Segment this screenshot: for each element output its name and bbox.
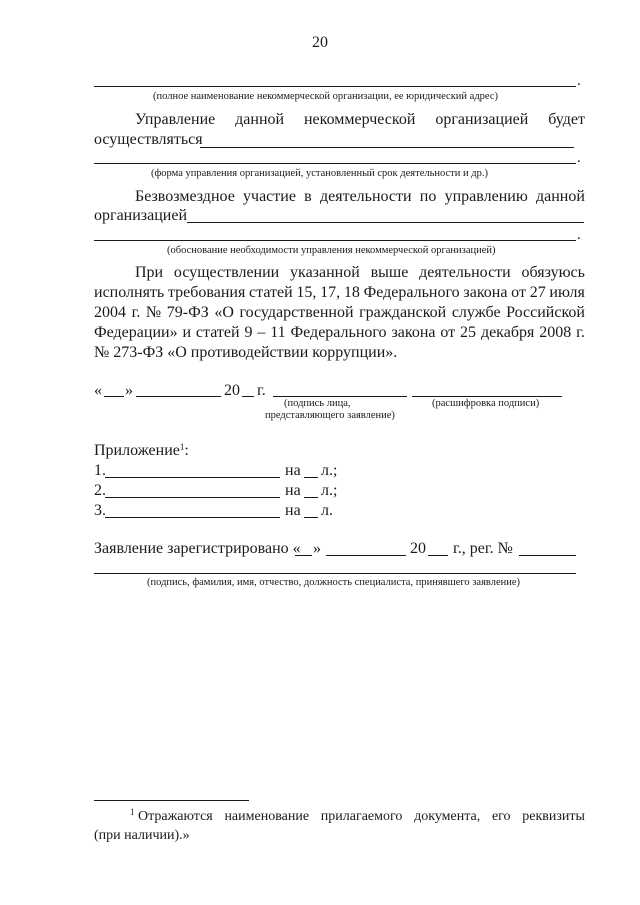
date-month-line (136, 396, 221, 397)
footnote-line1 (130, 808, 585, 826)
word: декабря (480, 324, 535, 341)
word: выше (370, 264, 409, 281)
attachment-item-1-num: 1. (94, 462, 106, 479)
registration-day-line (295, 555, 312, 556)
signature-caption-line1: (подпись лица, (284, 398, 351, 409)
word: Управление (135, 111, 216, 128)
participation-fill-line (187, 222, 584, 223)
word: № (145, 304, 162, 321)
date-day-line (104, 396, 124, 397)
organization-name-dot: . (577, 73, 581, 89)
word: исполнять (94, 284, 165, 301)
word: 17, (320, 284, 341, 301)
obligation-line1 (135, 263, 585, 283)
word: документа, (414, 809, 481, 824)
word: 15, (296, 284, 317, 301)
attachment-item-2-suffix: л.; (321, 482, 338, 499)
word: гражданской (359, 304, 447, 321)
word: 25 (460, 324, 477, 341)
word: данной (536, 188, 585, 205)
participation-label: организацией (94, 207, 187, 224)
word: закона (463, 284, 508, 301)
management-sentence-line1 (135, 110, 585, 130)
word: от (511, 284, 526, 301)
footnote-line2: (при наличии).» (94, 828, 190, 843)
registrar-caption: (подпись, фамилия, имя, отчество, должность специалиста, принявшего заявление) (147, 577, 521, 588)
registration-close-quote: » (313, 540, 321, 557)
word: г. (576, 324, 585, 341)
registration-reg-label: г., рег. № (453, 540, 513, 557)
word: данной (235, 111, 285, 128)
management-fill-line (200, 147, 574, 148)
registration-year-prefix: 20 (410, 540, 426, 557)
word: организацией (435, 111, 529, 128)
management-form-dot: . (577, 150, 581, 166)
word: статей (249, 284, 293, 301)
word: 79-ФЗ (166, 304, 209, 321)
word: управлению (444, 188, 528, 205)
attachment-item-3-num: 3. (94, 502, 106, 519)
footnote-separator (94, 800, 249, 801)
word: некоммерческой (303, 111, 416, 128)
justification-caption: (обоснование необходимости управления некоммерческой организацией) (167, 245, 496, 256)
word: деятельности (419, 264, 511, 281)
registration-number-line (519, 555, 576, 556)
page-number: 20 (312, 34, 328, 51)
justification-line (94, 240, 576, 241)
obligation-line5: № 273-ФЗ «О противодействии коррупции». (94, 344, 398, 361)
signature-decode-line (412, 396, 562, 397)
word: службе (451, 304, 501, 321)
attachment-item-1-suffix: л.; (321, 462, 338, 479)
word: Федерации» (94, 324, 178, 341)
word: прилагаемого (320, 809, 403, 824)
attachment-item-2-na: на (285, 482, 301, 499)
word: Российской (506, 304, 585, 321)
registration-year-line (428, 555, 448, 556)
organization-name-caption: (полное наименование некоммерческой организации, ее юридический адрес) (153, 91, 498, 102)
word: наименование (224, 809, 310, 824)
management-label: осуществляться (94, 131, 203, 148)
registration-label: Заявление зарегистрировано « (94, 540, 301, 557)
attachment-item-2-line (105, 497, 280, 498)
word: «О (214, 304, 234, 321)
word: в (304, 188, 312, 205)
word: июля (549, 284, 585, 301)
date-year-prefix: 20 (224, 382, 240, 399)
word: закона (391, 324, 436, 341)
word: 18 (343, 284, 360, 301)
word: Безвозмездное (135, 188, 235, 205)
attachment-item-1-na: на (285, 462, 301, 479)
organization-name-line (94, 86, 576, 87)
word: деятельности (319, 188, 412, 205)
obligation-line2 (94, 283, 585, 303)
obligation-line4 (94, 323, 585, 343)
word: 11 (270, 324, 286, 341)
date-year-line (242, 396, 254, 397)
word: Федерального (290, 324, 387, 341)
word: При (135, 264, 164, 281)
management-form-line (94, 163, 576, 164)
attachment-item-2-num: 2. (94, 482, 106, 499)
signature-caption-line2: представляющего заявление) (265, 410, 395, 421)
registration-month-line (326, 555, 406, 556)
management-form-caption: (форма управления организацией, установленный срок деятельности и др.) (151, 168, 488, 179)
footnote-word-1 (130, 808, 213, 826)
word: г. (131, 304, 141, 321)
word: и (182, 324, 192, 341)
word: Федерального (363, 284, 460, 301)
word: его (491, 809, 511, 824)
word: 9 (244, 324, 253, 341)
word: 2008 (539, 324, 572, 341)
word: – (257, 324, 266, 341)
attachment-item-3-pages-line (304, 517, 318, 518)
attachment-item-1-line (105, 477, 280, 478)
attachment-item-3-line (105, 517, 280, 518)
word: требования (167, 284, 246, 301)
word: обязуюсь (521, 264, 585, 281)
word: реквизиты (522, 809, 585, 824)
signature-decode-caption: (расшифровка подписи) (432, 398, 540, 409)
word: участие (243, 188, 296, 205)
date-close-quote: » (125, 382, 133, 399)
attachments-title (94, 441, 189, 462)
word: 27 (529, 284, 546, 301)
word: указанной (290, 264, 360, 281)
signature-line (273, 396, 407, 397)
obligation-line3 (94, 303, 585, 323)
attachment-item-1-pages-line (304, 477, 318, 478)
footnote-number: 1 (130, 807, 135, 817)
attachment-item-3-suffix: л. (321, 502, 333, 519)
participation-sentence-line1 (135, 187, 585, 207)
attachment-item-2-pages-line (304, 497, 318, 498)
date-open-quote: « (94, 382, 102, 399)
word: 2004 (94, 304, 126, 321)
attachments-title-text: Приложение (94, 442, 180, 459)
word: по (419, 188, 437, 205)
word: будет (548, 111, 585, 128)
word: осуществлении (173, 264, 280, 281)
word: государственной (239, 304, 354, 321)
footnote-mark: 1 (179, 442, 185, 452)
word: от (440, 324, 456, 341)
registrar-line (94, 573, 576, 574)
justification-dot: . (577, 227, 581, 243)
date-year-suffix: г. (257, 382, 266, 399)
word: Отражаются (138, 809, 213, 824)
attachments-title-colon: : (184, 442, 189, 459)
word: статей (195, 324, 240, 341)
attachment-item-3-na: на (285, 502, 301, 519)
